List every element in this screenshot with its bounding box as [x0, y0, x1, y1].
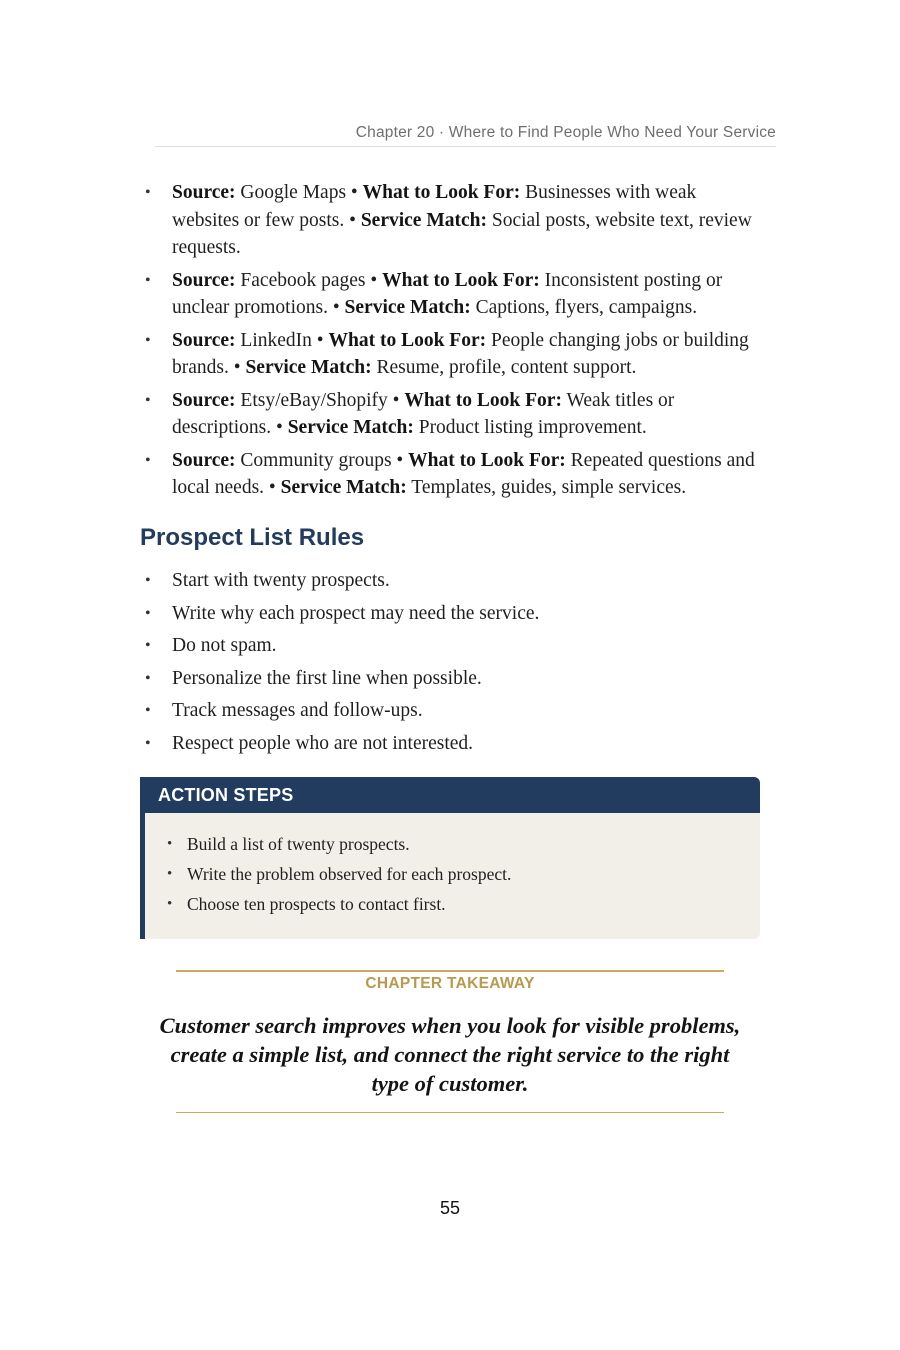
list-item-text: Do not spam. — [172, 635, 277, 656]
service-match-value: Product listing improvement. — [413, 417, 647, 438]
source-value: Facebook pages • — [235, 269, 383, 291]
bullet: • — [145, 637, 151, 654]
look-for-value: People changing jobs or building brands. • — [172, 329, 749, 378]
action-steps-box — [140, 777, 760, 939]
look-for-key: What to Look For: — [382, 269, 540, 291]
takeaway-text: Customer search improves when you look for visible problems, create a simple list, and connect the right service to the right type of customer. — [159, 1013, 741, 1096]
source-key: Source: — [172, 329, 236, 351]
list-item-text: Build a list of twenty prospects. — [187, 834, 410, 854]
source-value: Etsy/eBay/Shopify • — [235, 389, 405, 411]
service-match-value: Templates, guides, simple services. — [406, 477, 687, 498]
list-item — [140, 567, 765, 595]
list-item — [161, 893, 751, 915]
source-key: Source: — [172, 269, 236, 291]
list-item-text: Start with twenty prospects. — [172, 570, 390, 591]
service-match-value: Social posts, website text, review requests. — [172, 209, 752, 258]
header-divider — [155, 146, 776, 147]
service-match-key: Service Match: — [344, 297, 471, 318]
look-for-value: Inconsistent posting or unclear promotions. • — [172, 269, 723, 318]
look-for-key: What to Look For: — [408, 449, 566, 471]
list-item — [140, 327, 765, 382]
bullet: • — [145, 702, 151, 719]
service-match-key: Service Match: — [287, 417, 414, 438]
source-value: Community groups • — [235, 449, 409, 471]
bullet: • — [145, 451, 151, 469]
list-item — [140, 697, 765, 725]
look-for-key: What to Look For: — [404, 389, 562, 411]
look-for-key: What to Look For: — [328, 329, 487, 351]
bullet: • — [167, 866, 173, 882]
section-title-prospect-rules: Prospect List Rules — [140, 524, 365, 551]
service-match-key: Service Match: — [245, 357, 372, 378]
list-item — [140, 665, 765, 693]
source-list — [140, 179, 765, 507]
list-item — [161, 863, 751, 885]
source-key: Source: — [172, 389, 236, 411]
source-value: Google Maps • — [235, 182, 363, 203]
look-for-value: Repeated questions and local needs. • — [172, 449, 755, 498]
page-number: 55 — [439, 1198, 461, 1218]
look-for-key: What to Look For: — [362, 182, 521, 203]
action-steps-title: ACTION STEPS — [145, 777, 760, 813]
list-item-text: Personalize the first line when possible. — [172, 667, 482, 689]
bullet: • — [145, 271, 151, 289]
source-key: Source: — [172, 182, 236, 203]
list-item — [140, 632, 765, 660]
bullet: • — [145, 604, 151, 622]
list-item-text: Track messages and follow-ups. — [172, 700, 423, 721]
list-item-text: Respect people who are not interested. — [172, 732, 474, 754]
list-item — [140, 267, 765, 322]
list-item — [140, 447, 765, 502]
look-for-value: Weak titles or descriptions. • — [172, 389, 675, 438]
bullet: • — [145, 669, 151, 687]
source-key: Source: — [172, 449, 236, 471]
service-match-value: Captions, flyers, campaigns. — [470, 297, 698, 318]
action-steps-list — [161, 833, 751, 923]
list-item — [140, 179, 765, 262]
bullet: • — [145, 391, 151, 409]
bullet: • — [167, 896, 173, 912]
list-item — [161, 833, 751, 855]
list-item-text: Choose ten prospects to contact first. — [187, 894, 446, 914]
list-item — [140, 600, 765, 628]
list-item — [140, 730, 765, 758]
bullet: • — [145, 734, 151, 752]
source-value: LinkedIn • — [235, 329, 329, 351]
bullet: • — [167, 836, 173, 852]
list-item — [140, 387, 765, 442]
takeaway-label: CHAPTER TAKEAWAY — [365, 975, 535, 992]
bullet: • — [145, 572, 151, 589]
service-match-key: Service Match: — [280, 477, 407, 498]
service-match-value: Resume, profile, content support. — [371, 357, 637, 378]
list-item-text: Write the problem observed for each prospect. — [187, 864, 512, 884]
takeaway-bottom-rule — [176, 1112, 724, 1113]
service-match-key: Service Match: — [360, 209, 487, 231]
running-header: Chapter 20 · Where to Find People Who Need Your Service — [355, 124, 776, 141]
bullet: • — [145, 331, 151, 349]
prospect-rules-list — [140, 567, 765, 762]
list-item-text: Write why each prospect may need the service. — [172, 602, 540, 624]
takeaway-top-rule — [176, 970, 724, 972]
look-for-value: Businesses with weak websites or few posts. • — [172, 182, 697, 231]
bullet: • — [145, 184, 151, 201]
